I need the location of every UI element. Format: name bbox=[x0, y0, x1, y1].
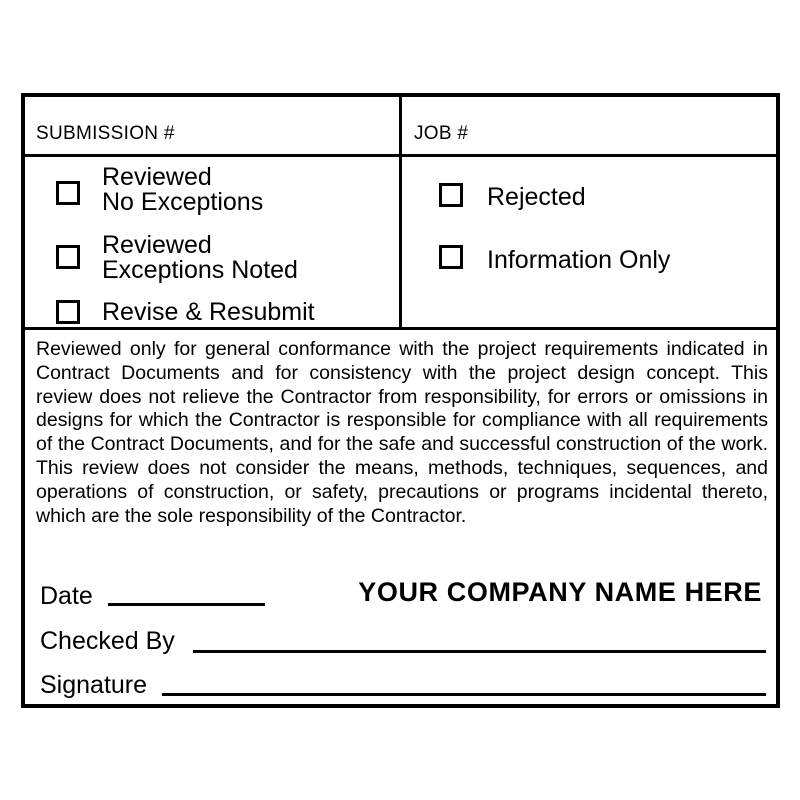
option-line2: Exceptions Noted bbox=[102, 256, 298, 284]
date-line[interactable] bbox=[108, 603, 265, 606]
date-label: Date bbox=[40, 582, 93, 610]
option-line1: Reviewed bbox=[102, 163, 212, 191]
column-divider bbox=[399, 97, 402, 330]
checkbox-information-only[interactable] bbox=[439, 245, 463, 269]
signature-label: Signature bbox=[40, 671, 148, 699]
checked-by-label: Checked By bbox=[40, 627, 175, 655]
job-number-label: JOB # bbox=[414, 123, 469, 144]
option-line1: Reviewed bbox=[102, 231, 212, 259]
signature-line[interactable] bbox=[162, 693, 766, 696]
checked-by-line[interactable] bbox=[193, 650, 766, 653]
option-line2: No Exceptions bbox=[102, 188, 264, 216]
option-information-only: Information Only bbox=[487, 246, 671, 274]
option-rejected: Rejected bbox=[487, 183, 586, 211]
company-name: YOUR COMPANY NAME HERE bbox=[358, 577, 762, 607]
option-revise-resubmit: Revise & Resubmit bbox=[102, 298, 315, 326]
checkbox-revise-resubmit[interactable] bbox=[56, 300, 80, 324]
option-reviewed-exceptions-noted bbox=[102, 233, 298, 283]
checkbox-rejected[interactable] bbox=[439, 183, 463, 207]
review-disclaimer: Reviewed only for general conformance with the project requirements indicated in Contract Documents and for consistency with the project design concept. This review does not relieve the Contractor from responsibility, for errors or omissions in designs for which the Contractor is responsible for compliance with all requirements of the Contract Documents, and for the safe and successful construction of the work. This review does not consider the means, methods, techniques, sequences, and operations of construction, or safety, precautions or programs incidental thereto, which are the sole responsibility of the Contractor. bbox=[36, 338, 768, 527]
option-reviewed-no-exceptions bbox=[102, 165, 263, 215]
review-stamp bbox=[21, 93, 780, 708]
checkbox-reviewed-exceptions-noted[interactable] bbox=[56, 245, 80, 269]
checkbox-reviewed-no-exceptions[interactable] bbox=[56, 181, 80, 205]
submission-number-label: SUBMISSION # bbox=[36, 123, 175, 144]
